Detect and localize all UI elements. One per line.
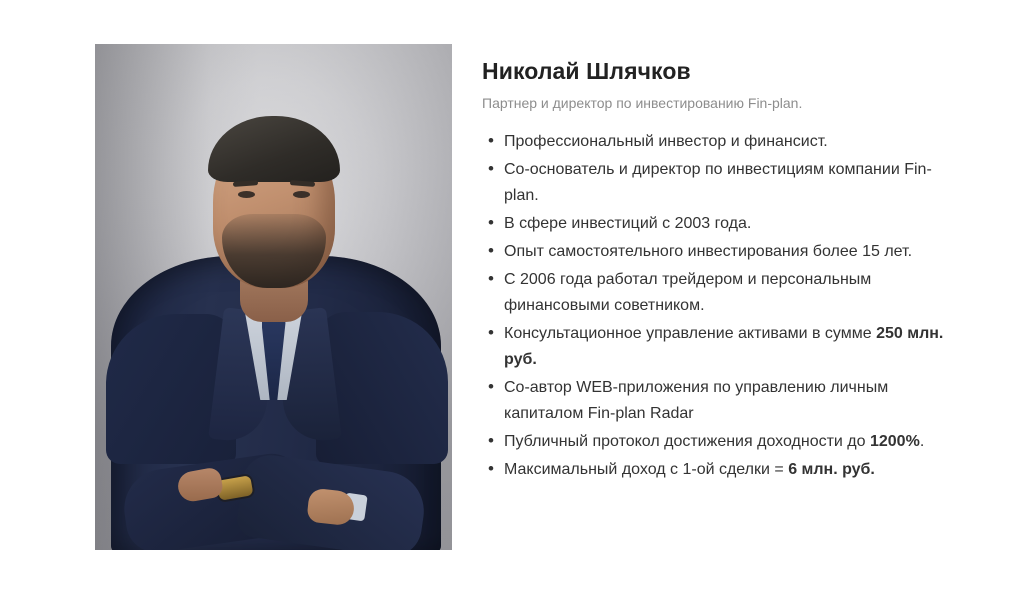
list-item: [504, 211, 950, 237]
list-item: [504, 457, 950, 483]
list-item-text: Со-основатель и директор по инвестициям компании Fin-plan.: [504, 161, 932, 204]
eye-left: [238, 191, 255, 198]
person-name: Николай Шлячков: [482, 58, 691, 84]
list-item-text: Со-автор WEB-приложения по управлению личным капиталом Fin-plan Radar: [504, 379, 889, 422]
list-item-text: Максимальный доход с 1-ой сделки =: [504, 461, 789, 478]
list-item-highlight: 6 млн. руб.: [788, 461, 875, 478]
photo-column: [95, 44, 482, 550]
hair: [208, 116, 340, 182]
list-item: [504, 157, 950, 209]
list-item: [504, 267, 950, 319]
list-item-text: Опыт самостоятельного инвестирования более 15 лет.: [504, 243, 913, 260]
person-role: Партнер и директор по инвестированию Fin-plan.: [482, 95, 803, 111]
list-item-highlight: 250 млн. руб.: [504, 325, 944, 368]
list-item: [504, 321, 950, 373]
list-item-tail: .: [919, 433, 925, 450]
person-figure: [95, 44, 452, 550]
achievements-list: [482, 129, 950, 483]
list-item-highlight: 1200%: [869, 433, 920, 450]
list-item-text: Консультационное управление активами в сумме: [504, 325, 877, 342]
list-item: [504, 239, 950, 265]
list-item: [504, 375, 950, 427]
text-column: [482, 44, 950, 485]
list-item-text: Профессиональный инвестор и финансист.: [504, 133, 828, 150]
portrait-photo: [95, 44, 452, 550]
eye-right: [293, 191, 310, 198]
list-item: [504, 429, 950, 455]
list-item: [504, 129, 950, 155]
list-item-text: Публичный протокол достижения доходности до: [504, 433, 870, 450]
list-item-text: В сфере инвестиций с 2003 года.: [504, 215, 752, 232]
list-item-text: С 2006 года работал трейдером и персональным финансовыми советником.: [504, 271, 872, 314]
